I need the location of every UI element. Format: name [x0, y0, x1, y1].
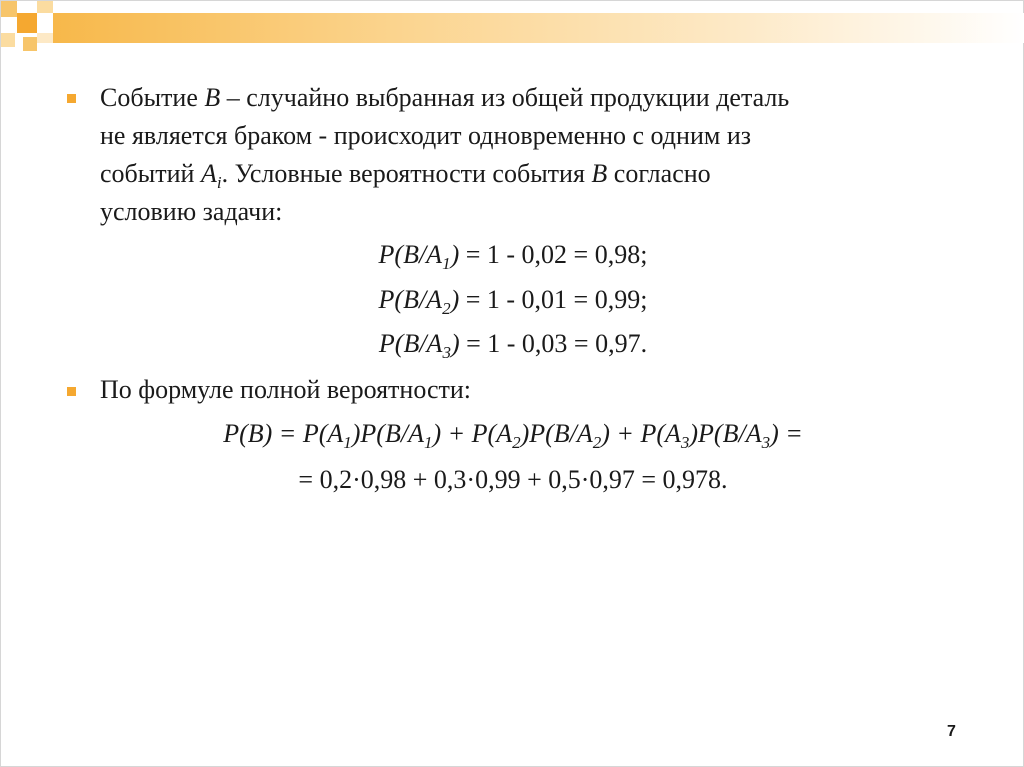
formula-2: $P(B/A_2) = 1 - 0,01 = 0,99$; [378, 285, 648, 318]
bullet-marker [67, 94, 76, 103]
bullet1-line2: не является браком - происходит одновременно с одним из [100, 121, 752, 150]
bullet-marker [67, 387, 76, 396]
total-probability-formula: $P(B) = P(A_1)P(B/A_1) + P(A_2)P(B/A_2) + P(A_3)P(B/A_3)$ = [223, 419, 803, 452]
bullet1-line1: Событие B – случайно выбранная из общей продукции деталь [100, 83, 790, 112]
bullet2-text: По формуле полной вероятности: [100, 375, 472, 404]
formula-3: $P(B/A_3) = 1 - 0,03 = 0,97$. [378, 329, 648, 362]
page-number: 7 [947, 723, 956, 740]
bullet1-line3: событий $A_i$. Условные вероятности события B согласно [100, 159, 711, 192]
total-probability-result: = 0,2·0,98 + 0,3·0,99 + 0,5·0,97 = 0,978. [298, 465, 728, 494]
formula-1: $P(B/A_1) = 1 - 0,02 = 0,98$; [378, 240, 648, 273]
bullet1-line4: условию задачи: [100, 197, 283, 226]
header-bar [53, 13, 1024, 43]
